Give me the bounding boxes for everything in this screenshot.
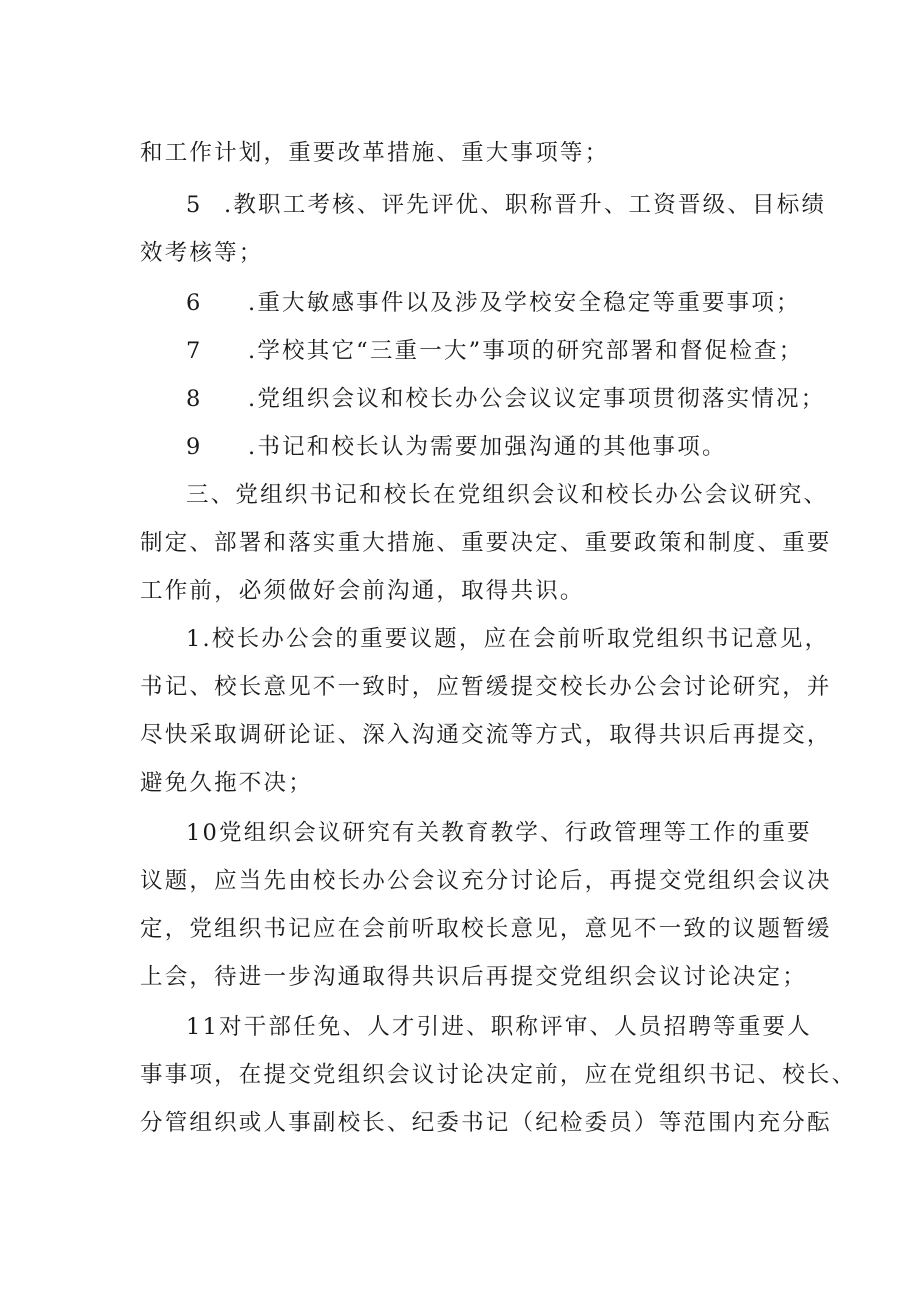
list-item-text: .重大敏感事件以及涉及学校安全稳定等重要事项； (248, 290, 801, 316)
paragraph-1-start: 1.校长办公会的重要议题，应在会前听取党组织书记意见， (186, 626, 830, 652)
list-item-text: .学校其它“三重一大”事项的研究部署和督促检查； (248, 338, 804, 364)
list-item-5 (140, 190, 836, 220)
paragraph-10-start: 10党组织会议研究有关教育教学、行政管理等工作的重要 (186, 820, 812, 846)
text-line: 上会，待进一步沟通取得共识后再提交党组织会议讨论决定； (140, 964, 807, 990)
list-item-text: .党组织会议和校长办公会议议定事项贯彻落实情况； (248, 386, 826, 412)
list-item-text: .书记和校长认为需要加强沟通的其他事项。 (248, 434, 727, 460)
text-line: 议题，应当先由校长办公会议充分讨论后，再提交党组织会议决 (140, 868, 832, 894)
list-item-text: .教职工考核、评先评优、职称晋升、工资晋级、目标绩 (224, 192, 827, 218)
text-line: 制定、部署和落实重大措施、重要决定、重要政策和制度、重要 (140, 530, 832, 556)
text-line: 工作前，必须做好会前沟通，取得共识。 (140, 578, 585, 604)
text-line: 书记、校长意见不一致时，应暂缓提交校长办公会讨论研究，并 (140, 674, 832, 700)
text-line: 定，党组织书记应在会前听取校长意见，意见不一致的议题暂缓 (140, 916, 832, 942)
list-number: 7 (186, 338, 203, 364)
text-line: 分管组织或人事副校长、纪委书记（纪检委员）等范围内充分酝 (140, 1110, 832, 1136)
text-line: 效考核等； (140, 240, 264, 266)
list-item-8 (140, 384, 836, 414)
list-item-9 (140, 432, 836, 462)
section-heading-3: 三、党组织书记和校长在党组织会议和校长办公会议研究、 (186, 482, 829, 508)
list-number: 9 (186, 434, 203, 460)
list-number: 6 (186, 290, 203, 316)
text-line: 尽快采取调研论证、深入沟通交流等方式，取得共识后再提交， (140, 722, 832, 748)
paragraph-11-start: 11对干部任免、人才引进、职称评审、人员招聘等重要人 (186, 1014, 812, 1040)
text-line: 事事项，在提交党组织会议讨论决定前，应在党组织书记、校长、 (140, 1062, 857, 1088)
list-number: 8 (186, 386, 203, 412)
list-item-7 (140, 336, 836, 366)
list-item-6 (140, 288, 836, 318)
list-number: 5 (186, 192, 203, 218)
text-line: 避免久拖不决； (140, 770, 313, 796)
text-line: 和工作计划，重要改革措施、重大事项等； (140, 140, 610, 166)
